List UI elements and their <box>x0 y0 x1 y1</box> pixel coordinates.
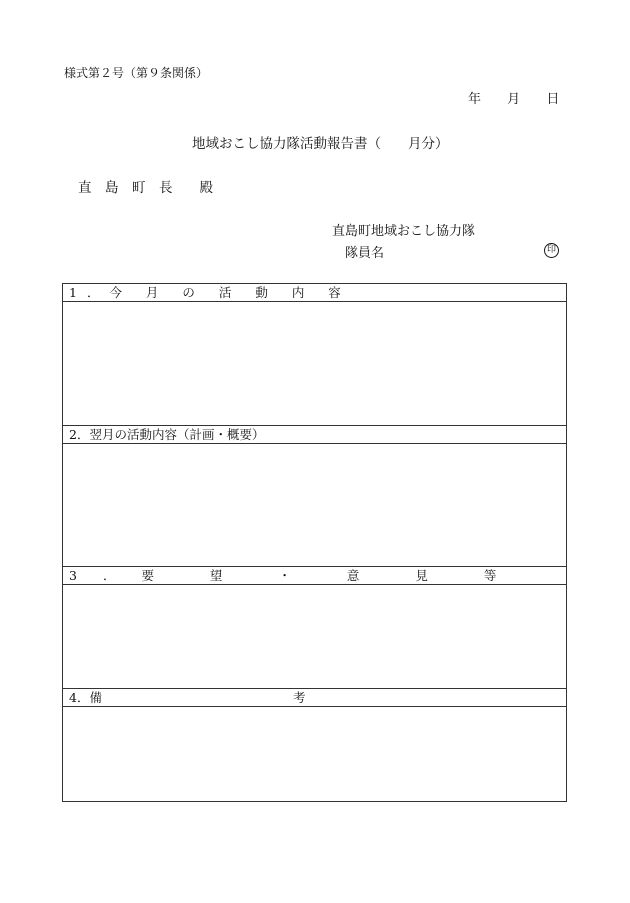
addressee: 直 島 町 長 殿 <box>78 180 213 196</box>
section-body-remarks[interactable] <box>63 707 566 801</box>
section-label: 2．翌月の活動内容（計画・概要） <box>69 427 265 442</box>
section-header-this-month <box>63 284 566 302</box>
date-year: 年 <box>468 92 482 107</box>
section-label: 4．備 <box>69 690 102 705</box>
date-day: 日 <box>546 92 560 107</box>
section-header-remarks <box>63 689 566 707</box>
member-name-label: 隊員名 <box>345 246 385 261</box>
seal-mark: 印 <box>544 243 559 258</box>
date-month: 月 <box>507 92 521 107</box>
report-table <box>62 283 567 802</box>
document-title: 地域おこし協力隊活動報告書（ 月分） <box>192 136 449 152</box>
section-body-requests[interactable] <box>63 585 566 689</box>
section-body-this-month[interactable] <box>63 302 566 426</box>
section-body-next-month[interactable] <box>63 444 566 567</box>
section-label: 1．今 月 の 活 動 内 容 <box>69 285 351 300</box>
section-label-end: 考 <box>293 690 306 705</box>
section-header-requests <box>63 567 566 585</box>
section-label: 3．要 望 ・ 意 見 等 <box>69 568 523 583</box>
sender-organization: 直島町地域おこし協力隊 <box>332 224 476 239</box>
form-number: 様式第２号（第９条関係） <box>64 66 209 80</box>
date-line <box>468 88 559 107</box>
section-header-next-month <box>63 426 566 444</box>
